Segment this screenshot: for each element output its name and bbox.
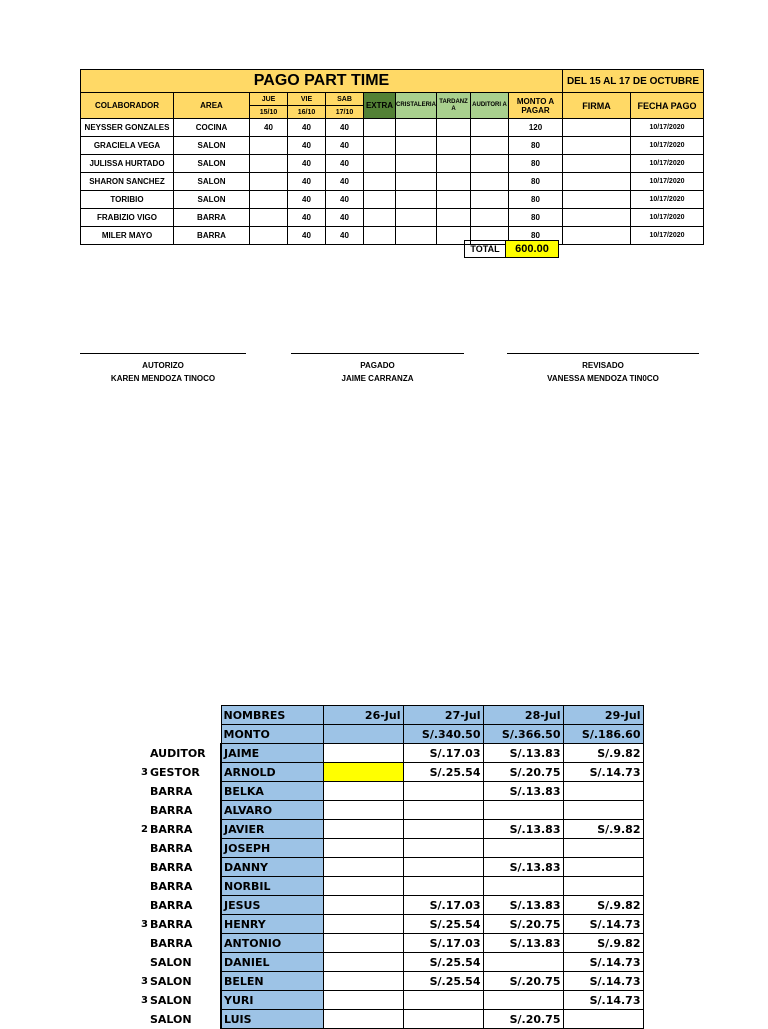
sheet-row [140,972,643,991]
tardanza-cell [437,209,471,227]
auditoria-cell [471,137,509,155]
employee-area: BARRA [148,782,221,801]
header-extra: EXTRA [364,93,396,119]
auditoria-cell [471,155,509,173]
extra-cell [364,155,396,173]
payment-cell: S/.20.75 [483,763,563,782]
vie-hours: 40 [288,173,326,191]
payment-cell: S/.20.75 [483,1010,563,1029]
payment-cell: S/.14.73 [563,953,643,972]
row-count [140,839,148,858]
employee-area: BARRA [148,934,221,953]
payment-cell [563,782,643,801]
sheet-row [140,801,643,820]
cristaleria-cell [396,155,437,173]
employee-name: NORBIL [221,877,323,896]
auditoria-cell [471,191,509,209]
collaborator-name: SHARON SANCHEZ [81,173,174,191]
vie-hours: 40 [288,227,326,245]
payroll-row [81,137,704,155]
row-count: 3 [141,975,148,987]
payment-cell: S/.13.83 [483,744,563,763]
employee-name: JAIME [221,744,323,763]
row-count: 3 [141,918,148,930]
collaborator-name: GRACIELA VEGA [81,137,174,155]
header-date: 29-Jul [563,706,643,725]
employee-area: SALON [148,1010,221,1029]
monto-value: S/.340.50 [403,725,483,744]
sheet-row [140,839,643,858]
extra-cell [364,227,396,245]
monto-cell: 80 [509,137,563,155]
payment-cell [403,1010,483,1029]
payment-cell [563,1010,643,1029]
employee-area: BARRA [148,915,221,934]
area-cell: BARRA [174,209,250,227]
cristaleria-cell [396,119,437,137]
payroll-period: DEL 15 AL 17 DE OCTUBRE [563,70,704,93]
payment-cell: S/.9.82 [563,934,643,953]
cristaleria-cell [396,137,437,155]
payment-cell [403,801,483,820]
payment-cell [323,896,403,915]
area-cell: SALON [174,155,250,173]
vie-hours: 40 [288,119,326,137]
employee-name: DANNY [221,858,323,877]
monto-cell: 80 [509,155,563,173]
employee-name: JOSEPH [221,839,323,858]
monto-value: S/.186.60 [563,725,643,744]
payment-cell: S/.14.73 [563,991,643,1010]
jue-hours [250,227,288,245]
row-count: 3 [141,994,148,1006]
employee-area: BARRA [148,820,221,839]
payment-cell [403,858,483,877]
area-cell: COCINA [174,119,250,137]
header-sab: SAB [326,93,364,106]
firma-cell [563,191,631,209]
area-cell: SALON [174,173,250,191]
extra-cell [364,119,396,137]
fecha-pago-cell: 10/17/2020 [631,155,704,173]
payment-cell: S/.25.54 [403,972,483,991]
header-date: 26-Jul [323,706,403,725]
area-cell: SALON [174,191,250,209]
sheet-row [140,744,643,763]
employee-area: AUDITOR [148,744,221,763]
tardanza-cell [437,173,471,191]
payroll-row [81,173,704,191]
employee-name: ALVARO [221,801,323,820]
payment-cell [323,915,403,934]
signature-name: JAIME CARRANZA [341,374,414,383]
payment-cell [563,858,643,877]
payment-cell [323,972,403,991]
vie-hours: 40 [288,191,326,209]
payment-cell [563,801,643,820]
payment-cell: S/.25.54 [403,915,483,934]
auditoria-cell [471,173,509,191]
fecha-pago-cell: 10/17/2020 [631,137,704,155]
extra-cell [364,191,396,209]
payroll-title: PAGO PART TIME [81,70,563,93]
auditoria-cell [471,119,509,137]
row-count [140,782,148,801]
header-sab-date: 17/10 [326,106,364,119]
signature-pagado [291,353,464,385]
cristaleria-cell [396,173,437,191]
sheet-row [140,991,643,1010]
payment-cell [563,877,643,896]
payment-cell [483,991,563,1010]
monto-cell: 80 [509,209,563,227]
payment-cell: S/.13.83 [483,934,563,953]
employee-name: BELEN [221,972,323,991]
employee-name: BELKA [221,782,323,801]
tardanza-cell [437,137,471,155]
header-auditoria: AUDITORI A [471,93,509,119]
employee-area: BARRA [148,877,221,896]
employee-area: SALON [148,953,221,972]
employee-name: JAVIER [221,820,323,839]
header-cristaleria: CRISTALERIA [396,93,437,119]
firma-cell [563,155,631,173]
row-count [140,934,148,953]
payment-cell [323,953,403,972]
header-jue-date: 15/10 [250,106,288,119]
payment-cell [323,801,403,820]
monto-cell: 120 [509,119,563,137]
cristaleria-cell [396,227,437,245]
tardanza-cell [437,191,471,209]
sheet-row [140,934,643,953]
payment-cell: S/.20.75 [483,972,563,991]
sab-hours: 40 [326,119,364,137]
payment-cell: S/.14.73 [563,915,643,934]
employee-area: SALON [148,991,221,1010]
monto-cell: 80 [509,227,563,245]
payment-cell: S/.13.83 [483,782,563,801]
employee-area: SALON [148,972,221,991]
vie-hours: 40 [288,155,326,173]
total-value: 600.00 [505,240,559,258]
payment-cell: S/.14.73 [563,972,643,991]
header-date: 27-Jul [403,706,483,725]
employee-name: DANIEL [221,953,323,972]
firma-cell [563,173,631,191]
fecha-pago-cell: 10/17/2020 [631,209,704,227]
jue-hours [250,155,288,173]
payroll-row [81,191,704,209]
row-count [140,877,148,896]
payment-cell [323,991,403,1010]
payment-cell [323,839,403,858]
employee-area: BARRA [148,896,221,915]
payment-cell [403,820,483,839]
fecha-pago-cell: 10/17/2020 [631,191,704,209]
tardanza-cell [437,119,471,137]
monto-cell: 80 [509,173,563,191]
payment-cell [483,839,563,858]
header-colaborador: COLABORADOR [81,93,174,119]
daily-payment-sheet [140,705,644,1029]
signature-name: VANESSA MENDOZA TIN0CO [547,374,659,383]
sheet-row [140,1010,643,1029]
employee-name: ANTONIO [221,934,323,953]
payment-cell [323,782,403,801]
signature-role: AUTORIZO [142,361,184,370]
header-tardanza: TARDANZ A [437,93,471,119]
signature-role: PAGADO [360,361,395,370]
row-count: 3 [141,766,148,778]
payment-cell [483,877,563,896]
jue-hours: 40 [250,119,288,137]
payment-cell: S/.25.54 [403,953,483,972]
sheet-row [140,820,643,839]
employee-area: BARRA [148,839,221,858]
sab-hours: 40 [326,137,364,155]
cristaleria-cell [396,209,437,227]
sheet-row [140,953,643,972]
area-cell: SALON [174,137,250,155]
row-count [140,953,148,972]
sab-hours: 40 [326,155,364,173]
payment-cell [403,877,483,896]
extra-cell [364,137,396,155]
sheet-row [140,763,643,782]
sheet-row [140,782,643,801]
firma-cell [563,209,631,227]
header-firma: FIRMA [563,93,631,119]
collaborator-name: MILER MAYO [81,227,174,245]
payment-cell [323,744,403,763]
collaborator-name: FRABIZIO VIGO [81,209,174,227]
header-jue: JUE [250,93,288,106]
collaborator-name: TORIBIO [81,191,174,209]
collaborator-name: JULISSA HURTADO [81,155,174,173]
sheet-row [140,877,643,896]
jue-hours [250,209,288,227]
sab-hours: 40 [326,173,364,191]
payment-cell: S/.17.03 [403,934,483,953]
monto-cell: 80 [509,191,563,209]
signature-role: REVISADO [582,361,624,370]
fecha-pago-cell: 10/17/2020 [631,119,704,137]
row-count [140,858,148,877]
payment-cell [403,782,483,801]
payment-cell: S/.9.82 [563,896,643,915]
jue-hours [250,191,288,209]
fecha-pago-cell: 10/17/2020 [631,173,704,191]
payment-cell: S/.20.75 [483,915,563,934]
cristaleria-cell [396,191,437,209]
total-label: TOTAL [464,240,506,258]
payment-cell [483,953,563,972]
sab-hours: 40 [326,227,364,245]
sheet-row [140,915,643,934]
employee-name: HENRY [221,915,323,934]
header-area: AREA [174,93,250,119]
row-count [140,1010,148,1029]
tardanza-cell [437,155,471,173]
monto-value: S/.366.50 [483,725,563,744]
payment-cell [563,839,643,858]
employee-area: GESTOR [148,763,221,782]
payment-cell: S/.17.03 [403,896,483,915]
auditoria-cell [471,209,509,227]
vie-hours: 40 [288,209,326,227]
payment-cell: S/.13.83 [483,858,563,877]
extra-cell [364,173,396,191]
payment-cell: S/.13.83 [483,820,563,839]
payroll-row [81,119,704,137]
header-monto: MONTO A PAGAR [509,93,563,119]
extra-cell [364,209,396,227]
firma-cell [563,227,631,245]
payment-cell [323,877,403,896]
sheet-row [140,858,643,877]
payroll-row [81,209,704,227]
row-count [140,896,148,915]
row-count [140,801,148,820]
collaborator-name: NEYSSER GONZALES [81,119,174,137]
signature-name: KAREN MENDOZA TINOCO [110,374,216,383]
row-count: 2 [141,823,148,835]
payment-cell: S/.13.83 [483,896,563,915]
header-vie: VIE [288,93,326,106]
payment-cell [323,858,403,877]
employee-name: ARNOLD [221,763,323,782]
sab-hours: 40 [326,191,364,209]
header-date: 28-Jul [483,706,563,725]
row-count [140,744,148,763]
header-fecha-pago: FECHA PAGO [631,93,704,119]
payroll-row [81,155,704,173]
payment-cell: S/.14.73 [563,763,643,782]
payment-cell: S/.9.82 [563,744,643,763]
payroll-row [81,227,704,245]
employee-area: BARRA [148,858,221,877]
vie-hours: 40 [288,137,326,155]
employee-area: BARRA [148,801,221,820]
payment-cell: S/.25.54 [403,763,483,782]
payment-cell [403,991,483,1010]
employee-name: JESUS [221,896,323,915]
monto-label: MONTO [221,725,323,744]
payment-cell [483,801,563,820]
firma-cell [563,119,631,137]
sab-hours: 40 [326,209,364,227]
monto-value [323,725,403,744]
payment-cell [323,820,403,839]
signature-autorizo [80,353,246,385]
payment-cell [323,1010,403,1029]
payment-cell [323,934,403,953]
signature-revisado [507,353,699,385]
fecha-pago-cell: 10/17/2020 [631,227,704,245]
employee-name: YURI [221,991,323,1010]
payroll-table [80,69,704,245]
sheet-row [140,896,643,915]
payment-cell [323,763,403,782]
firma-cell [563,137,631,155]
header-nombres: NOMBRES [221,706,323,725]
payment-cell: S/.17.03 [403,744,483,763]
header-vie-date: 16/10 [288,106,326,119]
jue-hours [250,137,288,155]
jue-hours [250,173,288,191]
employee-name: LUIS [221,1010,323,1029]
payment-cell [403,839,483,858]
payment-cell: S/.9.82 [563,820,643,839]
area-cell: BARRA [174,227,250,245]
